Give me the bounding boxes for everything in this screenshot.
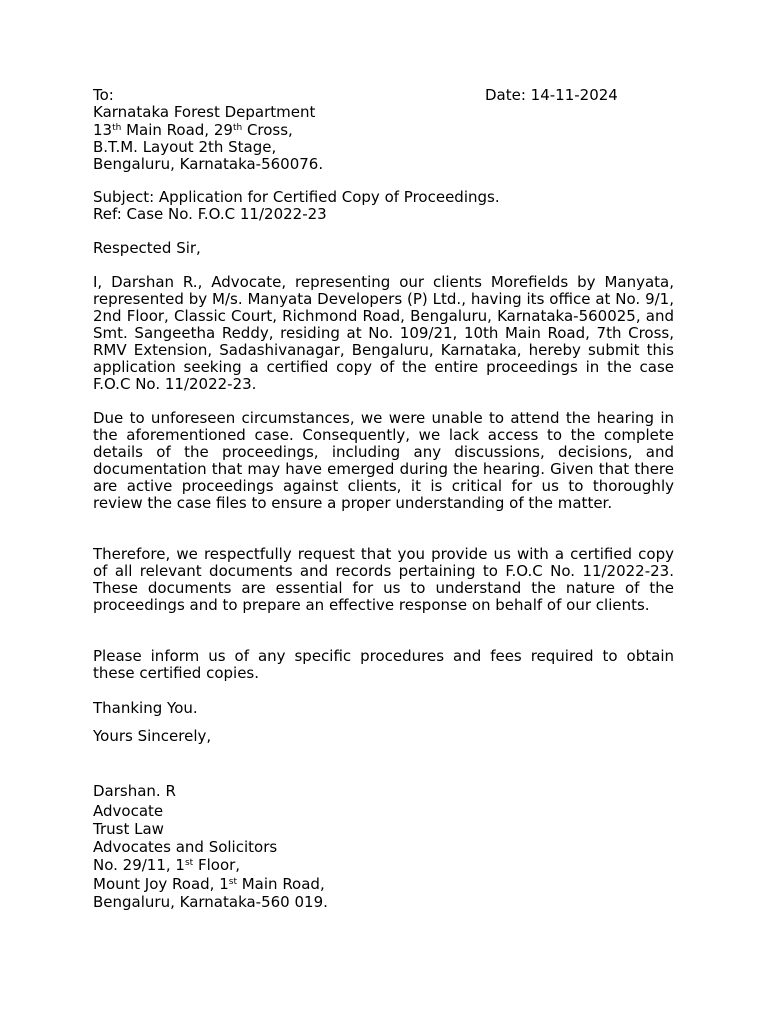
- subject-line: Subject: Application for Certified Copy of Proceedings.: [93, 188, 500, 206]
- signature-address-line-2: Mount Joy Road, 1st Main Road,: [93, 875, 325, 893]
- recipient-address-line-1: 13th Main Road, 29th Cross,: [93, 121, 293, 139]
- letter-date: Date: 14-11-2024: [485, 86, 618, 104]
- body-paragraph-1: I, Darshan R., Advocate, representing our clients Morefields by Manyata, represented by M/s. Manyata Developers (P) Ltd., having its office at No. 9/1, 2nd Floor, Classic Court, Richmond Road, Bengaluru, Karnataka-560025, and Smt. Sangeetha Reddy, residing at No. 109/21, 10th Main Road, 7th Cross, RMV Extension, Sadashivanagar, Bengaluru, Karnataka, hereby submit this application seeking a certified copy of the entire proceedings in the case F.O.C No. 11/2022-23.: [93, 273, 674, 393]
- body-paragraph-4: Please inform us of any specific procedures and fees required to obtain these certified copies.: [93, 647, 674, 682]
- signature-firm-description: Advocates and Solicitors: [93, 838, 278, 856]
- recipient-name: Karnataka Forest Department: [93, 103, 316, 121]
- to-label: To:: [93, 86, 114, 104]
- signature-address-line-1: No. 29/11, 1st Floor,: [93, 856, 241, 874]
- recipient-address-line-2: B.T.M. Layout 2th Stage,: [93, 138, 277, 156]
- signature-firm: Trust Law: [93, 820, 164, 838]
- recipient-address-line-3: Bengaluru, Karnataka-560076.: [93, 155, 324, 173]
- body-paragraph-2: Due to unforeseen circumstances, we were unable to attend the hearing in the aforementioned case. Consequently, we lack access to the complete details of the proceedings, including any discussions, decisions, and documentation that may have emerged during the hearing. Given that there are active proceedings against clients, it is critical for us to thoroughly review the case files to ensure a proper understanding of the matter.: [93, 409, 674, 512]
- signature-name: Darshan. R: [93, 782, 176, 800]
- thanks-line: Thanking You.: [93, 699, 198, 717]
- signature-address-line-3: Bengaluru, Karnataka-560 019.: [93, 893, 328, 911]
- closing-line: Yours Sincerely,: [93, 727, 212, 745]
- signature-title: Advocate: [93, 802, 164, 820]
- body-paragraph-3: Therefore, we respectfully request that you provide us with a certified copy of all relevant documents and records pertaining to F.O.C No. 11/2022-23. These documents are essential for us to understand the nature of the proceedings and to prepare an effective response on behalf of our clients.: [93, 545, 674, 614]
- salutation: Respected Sir,: [93, 239, 201, 257]
- reference-line: Ref: Case No. F.O.C 11/2022-23: [93, 205, 327, 223]
